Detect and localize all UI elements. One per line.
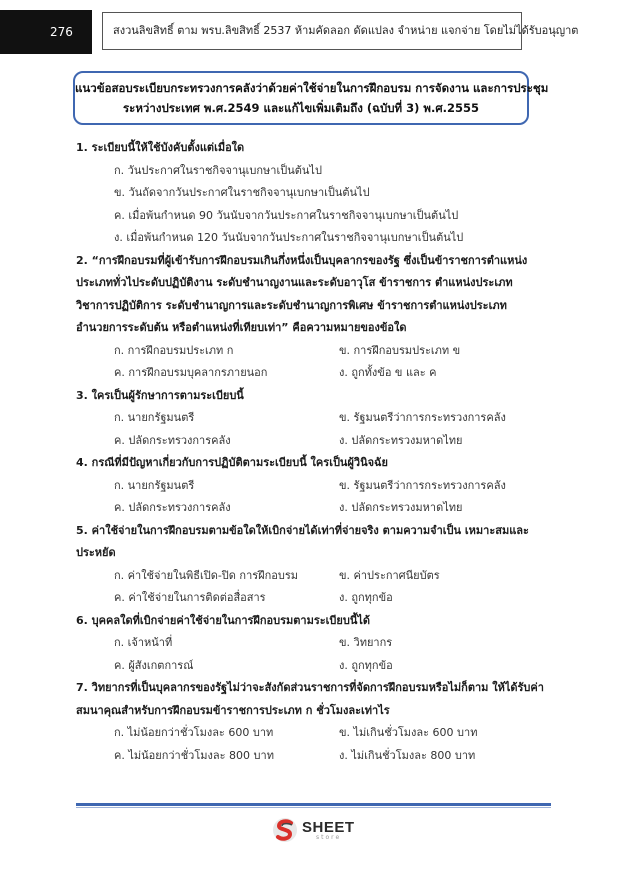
footer-divider-thin <box>76 807 551 808</box>
question-text: ประหยัด <box>76 546 116 559</box>
option: ค. ไม่น้อยกว่าชั่วโมงละ 800 บาท <box>114 748 274 762</box>
option-row <box>76 722 546 745</box>
option-row <box>76 565 546 588</box>
option: ก. ค่าใช้จ่ายในพิธีเปิด-ปิด การฝึกอบรม <box>114 568 299 582</box>
option: ค. ปลัดกระทรวงการคลัง <box>114 433 231 447</box>
option: ค. เมื่อพ้นกำหนด 90 วันนับจากวันประกาศในราชกิจจานุเบกษาเป็นต้นไป <box>114 208 459 222</box>
title-line-1: แนวข้อสอบระเบียบกระทรวงการคลังว่าด้วยค่าใช้จ่ายในการฝึกอบรม การจัดงาน และการประชุม <box>75 81 549 95</box>
option: ข. วันถัดจากวันประกาศในราชกิจจานุเบกษาเป็นต้นไป <box>114 186 370 199</box>
document-title <box>73 71 549 125</box>
question-text: อำนวยการระดับต้น หรือตำแหน่งที่เทียบเท่า” คือความหมายของข้อใด <box>76 321 407 334</box>
option: ค. ค่าใช้จ่ายในการติดต่อสื่อสาร <box>114 591 266 604</box>
question-1 <box>76 137 546 160</box>
copyright-notice: สงวนลิขสิทธิ์ ตาม พรบ.ลิขสิทธิ์ 2537 ห้ามคัดลอก ดัดแปลง จำหน่าย แจกจ่าย โดยไม่ได้รับอนุญาต <box>102 12 522 50</box>
footer-divider <box>76 803 551 806</box>
option-row <box>76 745 546 768</box>
question-6 <box>76 610 546 633</box>
title-line-2: ระหว่างประเทศ พ.ศ.2549 และแก้ไขเพิ่มเติมถึง (ฉบับที่ 3) พ.ศ.2555 <box>122 101 480 115</box>
option: ง. ปลัดกระทรวงมหาดไทย <box>339 501 463 514</box>
page-number: 276 <box>0 10 92 54</box>
option: ง. ถูกทั้งข้อ ข และ ค <box>339 366 437 379</box>
sheet-store-logo <box>272 815 355 845</box>
option: ก. นายกรัฐมนตรี <box>114 411 195 424</box>
question-text: ประเภททั่วไประดับปฏิบัติงาน ระดับชำนาญงานและระดับอาวุโส ข้าราชการ ตำแหน่งประเภท <box>76 276 513 289</box>
option-row <box>76 407 546 430</box>
question-4 <box>76 452 546 475</box>
option-row <box>76 340 546 363</box>
question-list <box>76 137 546 767</box>
question-text: สมนาคุณสำหรับการฝึกอบรมข้าราชการประเภท ก ชั่วโมงละเท่าไร <box>76 703 390 717</box>
option: ง. ไม่เกินชั่วโมงละ 800 บาท <box>339 748 476 762</box>
sheet-store-s-icon <box>272 816 298 844</box>
question-text: 3. ใครเป็นผู้รักษาการตามระเบียบนี้ <box>76 388 244 402</box>
option: ง. ถูกทุกข้อ <box>339 591 393 604</box>
option: ก. ไม่น้อยกว่าชั่วโมงละ 600 บาท <box>114 726 274 739</box>
option: ง. เมื่อพ้นกำหนด 120 วันนับจากวันประกาศในราชกิจจานุเบกษาเป็นต้นไป <box>114 231 464 244</box>
option: ข. ไม่เกินชั่วโมงละ 600 บาท <box>339 726 478 739</box>
option: ก. การฝึกอบรมประเภท ก <box>114 343 234 357</box>
logo-subtext: store <box>316 833 342 841</box>
question-text: 4. กรณีที่มีปัญหาเกี่ยวกับการปฏิบัติตามระเบียบนี้ ใครเป็นผู้วินิจฉัย <box>76 456 388 469</box>
question-text: 5. ค่าใช้จ่ายในการฝึกอบรมตามข้อใดให้เบิกจ่ายได้เท่าที่จ่ายจริง ตามความจำเป็น เหมาะสมและ <box>76 523 529 537</box>
question-5 <box>76 520 546 565</box>
logo-text: SHEET <box>302 818 355 836</box>
question-2 <box>76 250 546 340</box>
question-text: 1. ระเบียบนี้ให้ใช้บังคับตั้งแต่เมื่อใด <box>76 141 245 154</box>
option: ข. รัฐมนตรีว่าการกระทรวงการคลัง <box>339 478 506 492</box>
option: ข. วิทยากร <box>339 636 393 649</box>
option: ก. เจ้าหน้าที่ <box>114 636 173 649</box>
option: ค. ปลัดกระทรวงการคลัง <box>114 501 231 514</box>
option: ค. การฝึกอบรมบุคลากรภายนอก <box>114 366 268 379</box>
option: ข. การฝึกอบรมประเภท ข <box>339 343 461 357</box>
option-row <box>76 632 546 655</box>
option: ก. วันประกาศในราชกิจจานุเบกษาเป็นต้นไป <box>114 163 322 177</box>
option-row <box>76 497 546 520</box>
option-row <box>76 430 546 453</box>
question-text: วิชาการปฏิบัติการ ระดับชำนาญการและระดับชำนาญการพิเศษ ข้าราชการตำแหน่งประเภท <box>76 298 507 312</box>
option-row <box>76 475 546 498</box>
option-row <box>76 362 546 385</box>
option: ค. ผู้สังเกตการณ์ <box>114 658 194 672</box>
option: ง. ปลัดกระทรวงมหาดไทย <box>339 433 463 447</box>
option: ง. ถูกทุกข้อ <box>339 658 393 672</box>
question-text: 6. บุคคลใดที่เบิกจ่ายค่าใช้จ่ายในการฝึกอบรมตามระเบียบนี้ได้ <box>76 613 371 627</box>
option-row <box>76 655 546 678</box>
option: ข. รัฐมนตรีว่าการกระทรวงการคลัง <box>339 411 506 424</box>
question-text: 7. วิทยากรที่เป็นบุคลากรของรัฐไม่ว่าจะสังกัดส่วนราชการที่จัดการฝึกอบรมหรือไม่ก็ตาม ให้ได้รับค่า <box>76 681 544 694</box>
option-row <box>76 587 546 610</box>
question-3 <box>76 385 546 408</box>
question-7 <box>76 677 546 722</box>
question-text: 2. “การฝึกอบรมที่ผู้เข้ารับการฝึกอบรมเกินกึ่งหนึ่งเป็นบุคลากรของรัฐ ซึ่งเป็นข้าราชการตำแหน่ง <box>76 253 528 267</box>
option: ข. ค่าประกาศนียบัตร <box>339 568 440 582</box>
option: ก. นายกรัฐมนตรี <box>114 478 195 492</box>
